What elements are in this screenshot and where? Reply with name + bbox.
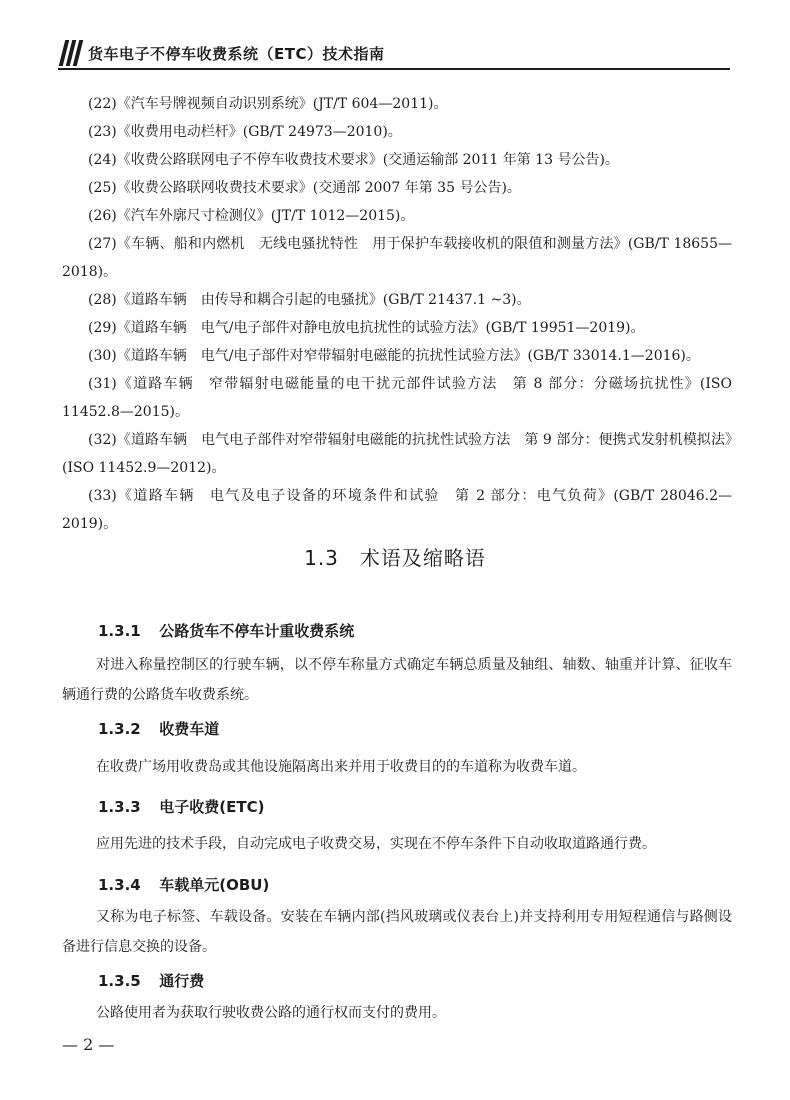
header-bars-icon xyxy=(58,40,86,66)
term-title: 通行费 xyxy=(159,972,205,990)
term-definition: 公路使用者为获取行驶收费公路的通行权而支付的费用。 xyxy=(96,1005,446,1021)
term-title: 收费车道 xyxy=(159,720,220,738)
section-title: 1.3 术语及缩略语 xyxy=(304,546,486,570)
term-definition: 在收费广场用收费岛或其他设施隔离出来并用于收费目的的车道称为收费车道。 xyxy=(96,759,586,775)
term-heading xyxy=(98,970,204,991)
term-title: 电子收费(ETC) xyxy=(159,798,265,816)
term-definition: 对进入称量控制区的行驶车辆，以不停车称量方式确定车辆总质量及轴组、轴数、轴重并计算、征收车辆通行费的公路货车收费系统。 xyxy=(62,657,732,703)
reference-item: (23)《收费用电动栏杆》(GB/T 24973—2010)。 xyxy=(88,124,402,140)
term-heading xyxy=(98,718,219,739)
term-heading xyxy=(98,796,264,817)
reference-item: (25)《收费公路联网收费技术要求》(交通部 2007 年第 35 号公告)。 xyxy=(88,180,521,196)
term-number: 1.3.3 xyxy=(98,798,141,816)
header-rule xyxy=(58,68,730,70)
reference-item: (30)《道路车辆 电气/电子部件对窄带辐射电磁能的抗扰性试验方法》(GB/T 33014.1—2016)。 xyxy=(88,348,700,364)
term-definition: 又称为电子标签、车载设备。安装在车辆内部(挡风玻璃或仪表台上)并支持利用专用短程通信与路侧设备进行信息交换的设备。 xyxy=(62,909,732,955)
term-title: 公路货车不停车计重收费系统 xyxy=(159,622,355,640)
term-title: 车载单元(OBU) xyxy=(159,876,270,894)
reference-list xyxy=(62,90,732,538)
reference-item: (27)《车辆、船和内燃机 无线电骚扰特性 用于保护车载接收机的限值和测量方法》(GB/T 18655—2018)。 xyxy=(62,236,732,280)
page-number: — 2 — xyxy=(62,1035,115,1054)
reference-item: (26)《汽车外廓尺寸检测仪》(JT/T 1012—2015)。 xyxy=(88,208,415,224)
reference-item: (29)《道路车辆 电气/电子部件对静电放电抗扰性的试验方法》(GB/T 19951—2019)。 xyxy=(88,320,645,336)
term-number: 1.3.4 xyxy=(98,876,141,894)
term-heading xyxy=(98,874,269,895)
reference-item: (32)《道路车辆 电气电子部件对窄带辐射电磁能的抗扰性试验方法 第 9 部分：便携式发射机模拟法》(ISO 11452.9—2012)。 xyxy=(62,432,732,476)
term-number: 1.3.1 xyxy=(98,622,141,640)
reference-item: (33)《道路车辆 电气及电子设备的环境条件和试验 第 2 部分：电气负荷》(GB/T 28046.2—2019)。 xyxy=(62,488,732,532)
term-number: 1.3.2 xyxy=(98,720,141,738)
reference-item: (24)《收费公路联网电子不停车收费技术要求》(交通运输部 2011 年第 13 号公告)。 xyxy=(88,152,619,168)
reference-item: (31)《道路车辆 窄带辐射电磁能量的电干扰元部件试验方法 第 8 部分：分磁场抗扰性》(ISO 11452.8—2015)。 xyxy=(62,376,732,420)
running-header xyxy=(58,36,730,70)
header-title: 货车电子不停车收费系统（ETC）技术指南 xyxy=(88,45,385,63)
reference-item: (28)《道路车辆 由传导和耦合引起的电骚扰》(GB/T 21437.1 ~3)。 xyxy=(88,292,531,308)
reference-item: (22)《汽车号牌视频自动识别系统》(JT/T 604—2011)。 xyxy=(88,96,448,112)
term-number: 1.3.5 xyxy=(98,972,141,990)
term-heading xyxy=(98,620,354,641)
term-definition: 应用先进的技术手段，自动完成电子收费交易，实现在不停车条件下自动收取道路通行费。 xyxy=(96,836,656,852)
